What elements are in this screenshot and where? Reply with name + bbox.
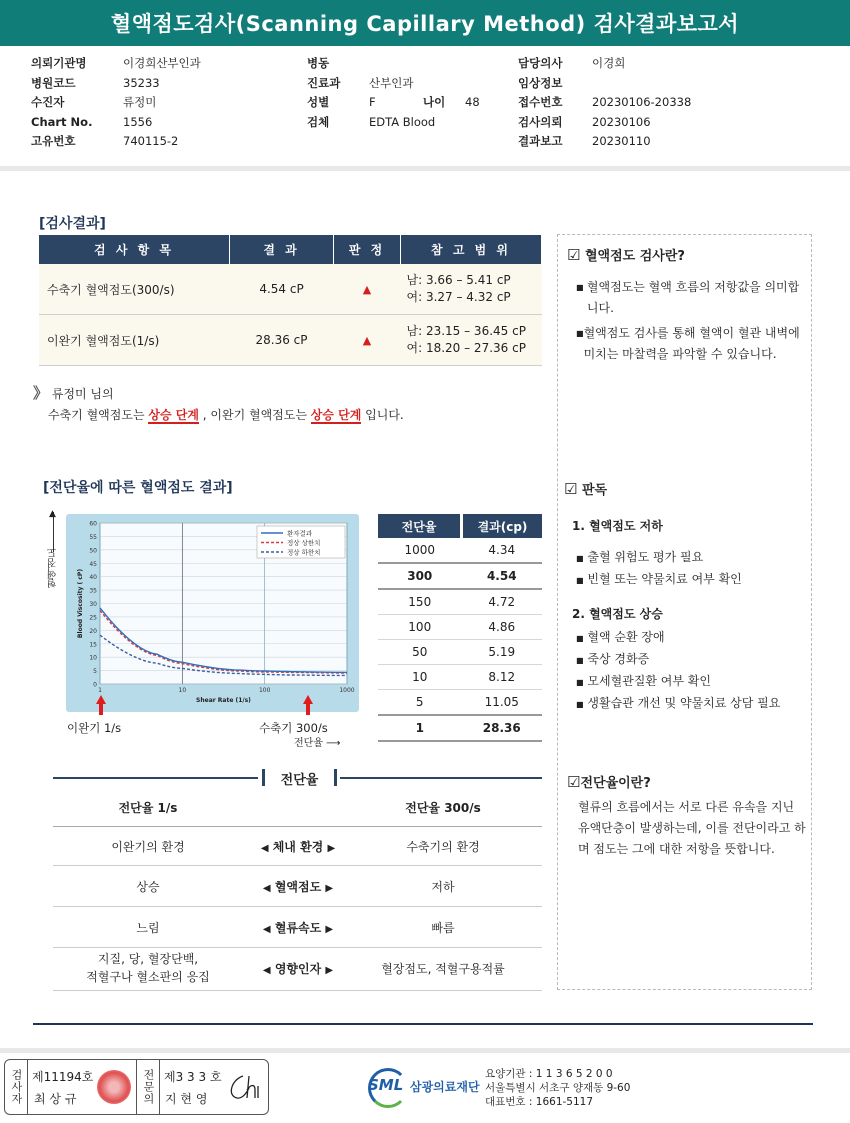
tester-no: 제11194호 xyxy=(32,1070,94,1084)
y-tick-label: 0 xyxy=(93,681,97,689)
hdr-value: 이경희 xyxy=(592,56,626,70)
hdr-label: 수진자 xyxy=(31,95,65,109)
high-item: 모세혈관질환 여부 확인 xyxy=(587,674,711,688)
seal-icon xyxy=(97,1070,131,1104)
tester-name: 최 상 규 xyxy=(34,1092,77,1106)
shear-rate-table xyxy=(378,514,542,742)
right-triangle-icon: ▶ xyxy=(327,843,336,854)
y-tick-label: 5 xyxy=(93,668,97,676)
low-title: 1. 혈액점도 저하 xyxy=(572,519,663,533)
hdr-value: F xyxy=(369,95,376,109)
reference-range xyxy=(401,264,542,315)
legend-label: 정상 상한치 xyxy=(287,539,321,547)
compare-right: 빠름 xyxy=(431,921,455,935)
checkbox-icon: ☑ xyxy=(567,773,581,791)
high-item: 혈액 순환 장애 xyxy=(587,630,665,644)
up-flag-icon: ▲ xyxy=(334,264,401,315)
header-divider xyxy=(0,166,850,171)
shear-value: 4.72 xyxy=(462,589,543,615)
outer-ylabel: 혈액점도 xyxy=(48,548,59,588)
header-col2 xyxy=(307,54,480,132)
results-col-header: 판 정 xyxy=(334,235,401,264)
legend-label: 정상 하한치 xyxy=(287,548,321,557)
compare-left-line: 적혈구나 혈소판의 응집 xyxy=(86,970,210,984)
hdr-label: 임상정보 xyxy=(518,75,563,90)
x-tick-label: 1 xyxy=(98,687,102,694)
compare-mid-text: 혈류속도 xyxy=(274,921,322,935)
left-triangle-icon: ◀ xyxy=(262,883,271,894)
shear-value: 5.19 xyxy=(462,640,543,665)
left-triangle-icon: ◀ xyxy=(262,965,271,976)
high-item: 생활습관 개선 및 약물치료 상담 필요 xyxy=(587,696,781,710)
shear-value: 11.05 xyxy=(462,690,543,716)
compare-mid-text: 체내 환경 xyxy=(272,840,324,854)
shear-value: 28.36 xyxy=(462,715,543,741)
test-value: 4.54 cP xyxy=(230,264,334,315)
org-code: 요양기관 : 1 1 3 6 5 2 0 0 xyxy=(485,1068,613,1080)
arrow-up-icon xyxy=(303,695,313,717)
bullet-icon: ■ xyxy=(576,656,584,665)
left-triangle-icon: ◀ xyxy=(262,924,271,935)
arrow-high-label: 수축기 300/s xyxy=(259,721,328,735)
right-arrow-icon: ⟶ xyxy=(326,738,341,749)
hdr-label: 진료과 xyxy=(307,75,341,90)
y-tick-label: 15 xyxy=(89,641,97,649)
compare-row xyxy=(53,866,542,907)
hdr-label: 병동 xyxy=(307,56,330,70)
table-row xyxy=(378,640,542,665)
high-title: 2. 혈액점도 상승 xyxy=(572,607,663,621)
legend-label: 환자결과 xyxy=(287,529,313,538)
reference-range xyxy=(401,315,542,366)
tester-label xyxy=(5,1060,28,1114)
table-row xyxy=(378,715,542,741)
tester-label-text: 검사자 xyxy=(10,1069,23,1105)
shear-col-header: 결과(cp) xyxy=(462,514,543,538)
shear-col-header: 전단율 xyxy=(378,514,462,538)
header-info xyxy=(0,54,850,154)
logo-text: SML xyxy=(368,1076,404,1094)
summary-name: 류정미 님의 xyxy=(51,387,114,401)
bullet-icon: ■ xyxy=(576,700,584,709)
hdr-value: 20230110 xyxy=(592,134,651,148)
up-flag-icon: ▲ xyxy=(334,315,401,366)
summary-text: 입니다. xyxy=(365,408,404,422)
hdr-label: 검체 xyxy=(307,114,330,129)
bullet-icon: ■ xyxy=(576,576,584,585)
doctor-name: 지 현 영 xyxy=(165,1092,208,1106)
org-logo xyxy=(366,1066,406,1106)
table-row xyxy=(378,563,542,589)
shear-rate: 50 xyxy=(378,640,462,665)
hdr-value: 20230106 xyxy=(592,114,651,129)
compare-right: 저하 xyxy=(431,880,455,894)
hdr-label: 결과보고 xyxy=(518,134,563,148)
age-label: 나이 xyxy=(423,95,446,109)
table-row xyxy=(378,615,542,640)
judge-title xyxy=(564,479,607,498)
y-tick-label: 30 xyxy=(89,601,97,608)
high-item: 죽상 경화증 xyxy=(587,652,650,666)
judge-title-text: 판독 xyxy=(581,483,608,498)
outer-y-arrow-head: ▲ xyxy=(49,509,56,519)
diastolic-state: 상승 단계 xyxy=(310,408,362,422)
shear-rate: 1 xyxy=(378,715,462,741)
compare-row xyxy=(53,827,542,866)
y-tick-label: 20 xyxy=(89,627,97,635)
compare-left-head: 전단율 1/s xyxy=(118,801,178,815)
chart-section-title: [전단율에 따른 혈액점도 결과] xyxy=(43,480,233,496)
what-item: 혈액점도 검사를 통해 혈액이 혈관 내벽에 미치는 마찰력을 파악할 수 있습니다. xyxy=(583,326,800,361)
summary-text: , 이완기 혈액점도는 xyxy=(202,408,307,422)
hdr-value: 35233 xyxy=(123,75,160,90)
x-axis-label: Shear Rate (1/s) xyxy=(196,697,251,704)
y-tick-label: 40 xyxy=(89,574,97,582)
header-col1 xyxy=(31,54,201,152)
shear-title xyxy=(567,772,651,791)
x-tick-label: 10 xyxy=(178,687,187,694)
shear-text: 혈류의 흐름에서는 서로 다른 유속을 지닌 유액단층이 발생하는데, 이를 전단이라고 하며 점도는 그에 대한 저항을 뜻합니다. xyxy=(578,800,806,856)
hdr-label: 고유번호 xyxy=(31,134,76,148)
signature-icon xyxy=(225,1070,263,1104)
compare-right: 혈장점도, 적혈구용적률 xyxy=(381,962,505,976)
compare-mid xyxy=(233,878,363,895)
hdr-value: EDTA Blood xyxy=(369,114,436,129)
shear-value: 8.12 xyxy=(462,665,543,690)
outer-xlabel xyxy=(294,734,341,749)
hdr-value: 20230106-20338 xyxy=(592,95,692,109)
hdr-label: Chart No. xyxy=(31,114,93,129)
compare-mid xyxy=(233,919,363,936)
compare-mid xyxy=(233,838,363,855)
shear-rate: 300 xyxy=(378,563,462,589)
y-tick-label: 55 xyxy=(89,533,97,541)
shear-title-text: 전단율이란? xyxy=(580,776,651,791)
bullet-icon: ■ xyxy=(576,634,584,643)
shear-rate: 150 xyxy=(378,589,462,615)
right-triangle-icon: ▶ xyxy=(325,883,334,894)
hdr-value: 1556 xyxy=(123,114,153,129)
results-section-title: [검사결과] xyxy=(39,216,106,232)
compare-line-left xyxy=(53,777,258,779)
bullet-icon: ■ xyxy=(576,554,584,563)
results-col-header: 결 과 xyxy=(230,235,334,264)
report-title: 혈액점도검사(Scanning Capillary Method) 검사결과보고서 xyxy=(0,0,850,46)
compare-title: 전단율 xyxy=(280,773,319,788)
hdr-label: 성별 xyxy=(307,95,330,109)
viscosity-chart xyxy=(66,514,359,712)
doctor-no: 제3 3 3 호 xyxy=(164,1070,222,1084)
table-row xyxy=(378,538,542,563)
test-value: 28.36 cP xyxy=(230,315,334,366)
test-item: 수축기 혈액점도(300/s) xyxy=(39,264,230,315)
what-title-text: 혈액점도 검사란? xyxy=(584,249,685,264)
what-list xyxy=(576,277,804,365)
age-value: 48 xyxy=(465,95,480,109)
compare-left: 느림 xyxy=(136,921,160,935)
shear-value: 4.54 xyxy=(462,563,543,589)
ref-male: 남: 3.66 – 5.41 cP xyxy=(406,273,511,287)
bottom-divider xyxy=(33,1023,813,1025)
compare-mid-text: 혈액점도 xyxy=(274,880,322,894)
hdr-label: 접수번호 xyxy=(518,95,563,109)
org-info xyxy=(485,1067,630,1109)
compare-mid-text: 영향인자 xyxy=(274,962,322,976)
low-list xyxy=(576,547,742,591)
compare-right-head: 전단율 300/s xyxy=(405,801,481,815)
side-info-box xyxy=(557,234,812,990)
doctor-label xyxy=(136,1060,160,1114)
low-item: 출혈 위험도 평가 필요 xyxy=(587,550,704,564)
hdr-label: 담당의사 xyxy=(518,56,563,70)
hdr-value: 740115-2 xyxy=(123,134,179,148)
header-col3 xyxy=(518,54,691,152)
shear-rate: 5 xyxy=(378,690,462,716)
table-row xyxy=(39,315,542,366)
y-axis-label: Blood Viscosity ( cP) xyxy=(77,568,84,639)
right-triangle-icon: ▶ xyxy=(325,924,334,935)
ref-male: 남: 23.15 – 36.45 cP xyxy=(406,324,526,338)
compare-right: 수축기의 환경 xyxy=(406,840,480,854)
y-tick-label: 50 xyxy=(89,547,97,555)
summary-text: 수축기 혈액점도는 xyxy=(48,408,145,422)
compare-left: 상승 xyxy=(136,880,160,894)
what-item: 혈액점도는 혈액 흐름의 저항값을 의미합니다. xyxy=(586,280,800,315)
hdr-label: 검사의뢰 xyxy=(518,114,563,129)
compare-left: 이완기의 환경 xyxy=(111,840,185,854)
bullet-icon: ■ xyxy=(576,283,584,292)
results-col-header: 검 사 항 목 xyxy=(39,235,230,264)
results-col-header: 참 고 범 위 xyxy=(401,235,542,264)
y-tick-label: 60 xyxy=(89,520,97,528)
hdr-value: 류정미 xyxy=(123,95,157,109)
compare-left-line: 지질, 당, 혈장단백, xyxy=(97,952,199,966)
compare-row xyxy=(53,907,542,948)
what-title xyxy=(567,245,685,264)
footer-divider xyxy=(0,1048,850,1053)
doctor-label-text: 전문의 xyxy=(142,1069,155,1105)
systolic-state: 상승 단계 xyxy=(148,408,199,422)
table-row xyxy=(378,690,542,716)
left-triangle-icon: ◀ xyxy=(260,843,269,854)
compare-left xyxy=(68,950,228,986)
x-tick-label: 100 xyxy=(258,687,271,694)
hdr-value: 산부인과 xyxy=(369,75,414,90)
hdr-value: 이경희산부인과 xyxy=(123,56,201,70)
arrow-low-label: 이완기 1/s xyxy=(67,721,122,735)
shear-rate: 100 xyxy=(378,615,462,640)
y-tick-label: 35 xyxy=(89,587,97,595)
bullet-icon: ■ xyxy=(576,678,584,687)
checkbox-icon: ☑ xyxy=(564,480,578,498)
compare-head-row xyxy=(53,796,542,827)
outer-xlabel-text: 전단율 xyxy=(294,738,323,749)
table-row xyxy=(378,589,542,615)
right-triangle-icon: ▶ xyxy=(325,965,334,976)
shear-rate: 1000 xyxy=(378,538,462,563)
table-row xyxy=(39,264,542,315)
double-chevron-icon: 》 xyxy=(33,384,49,402)
shear-value: 4.34 xyxy=(462,538,543,563)
high-list xyxy=(576,627,780,715)
y-tick-label: 10 xyxy=(89,654,97,662)
y-tick-label: 25 xyxy=(89,614,97,622)
ref-female: 여: 18.20 – 27.36 cP xyxy=(406,341,526,355)
ref-female: 여: 3.27 – 4.32 cP xyxy=(406,290,511,304)
low-item: 빈혈 또는 약물치료 여부 확인 xyxy=(587,572,742,586)
test-item: 이완기 혈액점도(1/s) xyxy=(39,315,230,366)
compare-line-right xyxy=(340,777,542,779)
shear-rate: 10 xyxy=(378,665,462,690)
compare-row xyxy=(53,948,542,991)
arrow-up-icon xyxy=(96,695,106,717)
bullet-icon: ■ xyxy=(576,329,584,338)
org-tel: 대표번호 : 1661-5117 xyxy=(485,1096,594,1108)
org-address: 서울특별시 서초구 양재동 9-60 xyxy=(485,1082,631,1094)
summary xyxy=(33,383,404,426)
results-table xyxy=(39,235,542,366)
checkbox-icon: ☑ xyxy=(567,246,581,264)
table-row xyxy=(378,665,542,690)
hdr-label: 의뢰기관명 xyxy=(31,56,87,70)
compare-mid xyxy=(233,960,363,977)
org-name: 삼광의료재단 xyxy=(410,1080,480,1094)
signature-box xyxy=(4,1059,269,1115)
shear-value: 4.86 xyxy=(462,615,543,640)
y-tick-label: 45 xyxy=(89,560,97,568)
hdr-label: 병원코드 xyxy=(31,75,76,90)
x-tick-label: 1000 xyxy=(339,687,355,694)
